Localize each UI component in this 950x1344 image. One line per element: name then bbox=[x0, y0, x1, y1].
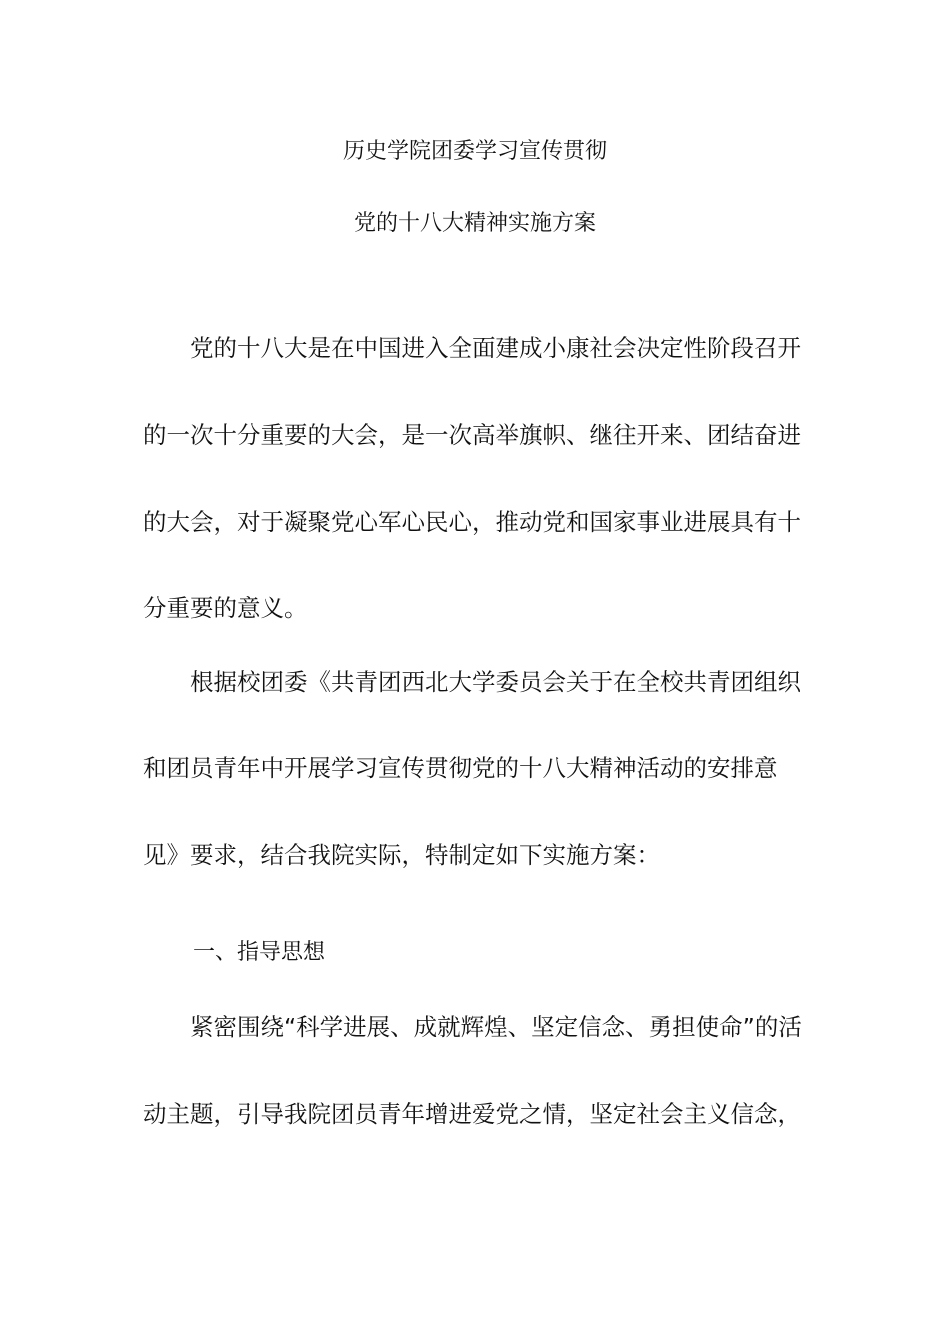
document-title-line-1: 历史学院团委学习宣传贯彻 bbox=[342, 139, 607, 164]
paragraph-line: 党的十八大是在中国进入全面建成小康社会决定性阶段召开 bbox=[190, 334, 801, 362]
paragraph-line: 见》要求，结合我院实际，特制定如下实施方案： bbox=[143, 841, 660, 869]
paragraph-line: 和团员青年中开展学习宣传贯彻党的十八大精神活动的安排意 bbox=[143, 754, 778, 782]
paragraph-line: 紧密围绕“科学进展、成就辉煌、坚定信念、勇担使命”的活 bbox=[190, 1013, 802, 1041]
document-title-line-2: 党的十八大精神实施方案 bbox=[353, 211, 596, 236]
paragraph-line: 的大会，对于凝聚党心军心民心，推动党和国家事业进展具有十 bbox=[143, 508, 801, 536]
paragraph-line: 动主题，引导我院团员青年增进爱党之情，坚定社会主义信念， bbox=[143, 1100, 801, 1128]
paragraph-line: 的一次十分重要的大会，是一次高举旗帜、继往开来、团结奋进 bbox=[143, 421, 801, 449]
section-heading-guiding-ideology: 一、指导思想 bbox=[193, 940, 326, 965]
paragraph-line: 分重要的意义。 bbox=[143, 594, 308, 622]
paragraph-line: 根据校团委《共青团西北大学委员会关于在全校共青团组织 bbox=[190, 668, 801, 696]
